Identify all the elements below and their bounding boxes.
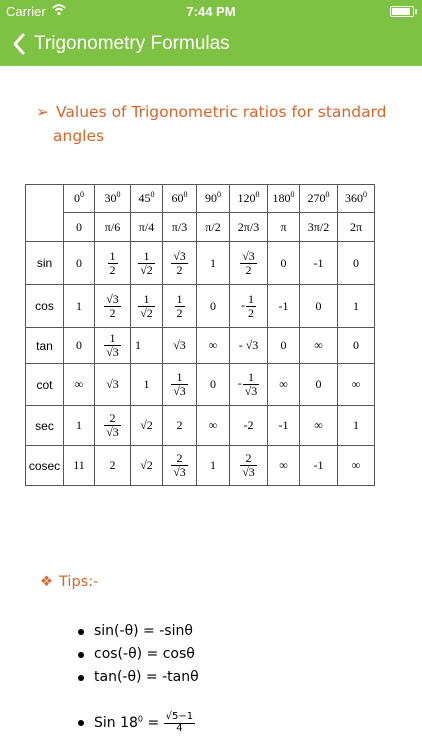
radian-cell: 3π/2 <box>300 213 338 242</box>
row-label: sec <box>26 406 64 446</box>
radian-header-row <box>26 213 375 242</box>
heading-line-2: angles <box>53 127 105 145</box>
degree-cell: $180^0$ <box>268 185 300 213</box>
identity-list <box>78 620 199 689</box>
value-cell: $\frac{2}{√3}$ <box>163 446 197 486</box>
value-cell: $\frac{1}{2}$ <box>163 285 197 328</box>
value-cell: $\frac{1}{2}$ <box>95 242 131 285</box>
carrier-label: Carrier <box>6 4 46 19</box>
arrow-bullet-icon: ➢ <box>36 103 49 121</box>
degree-cell: $360^0$ <box>338 185 375 213</box>
sin18-superscript: 0 <box>137 714 144 724</box>
trig-values-table <box>25 184 375 486</box>
value-cell: ∞ <box>64 364 95 406</box>
degree-cell: $45^0$ <box>131 185 163 213</box>
degree-cell: $60^0$ <box>163 185 197 213</box>
value-cell: 0 <box>197 285 230 328</box>
degree-cell: $0^0$ <box>64 185 95 213</box>
value-cell: 1 <box>64 285 95 328</box>
value-cell: 1 <box>131 328 163 364</box>
value-cell: √3 <box>163 328 197 364</box>
value-cell: 2 <box>163 406 197 446</box>
table-row-cosec <box>26 446 375 486</box>
sin18-formula <box>78 712 195 734</box>
value-cell: 1 <box>131 364 163 406</box>
radian-cell: π/4 <box>131 213 163 242</box>
chevron-left-icon[interactable] <box>10 32 28 56</box>
sin18-equals: = <box>143 715 164 731</box>
corner-cell <box>26 185 64 242</box>
value-cell: ∞ <box>338 364 375 406</box>
table-row-sin <box>26 242 375 285</box>
value-cell: 11 <box>64 446 95 486</box>
row-label: sin <box>26 242 64 285</box>
value-cell: √2 <box>131 446 163 486</box>
value-cell: ∞ <box>197 328 230 364</box>
value-cell: ∞ <box>268 446 300 486</box>
degree-cell: $120^0$ <box>230 185 268 213</box>
value-cell: 0 <box>197 364 230 406</box>
heading-line-1: Values of Trigonometric ratios for standard <box>56 103 387 121</box>
value-cell: 1 <box>197 242 230 285</box>
table-row-cos <box>26 285 375 328</box>
value-cell: $\frac{√3}{2}$ <box>163 242 197 285</box>
value-cell: 1 <box>338 285 375 328</box>
value-cell: ∞ <box>197 406 230 446</box>
clock: 7:44 PM <box>186 4 236 19</box>
sin18-fraction: $\frac{√5-1}{4}$ <box>165 711 194 734</box>
degree-header-row <box>26 185 375 213</box>
value-cell: 0 <box>64 328 95 364</box>
radian-cell: 0 <box>64 213 95 242</box>
value-cell: -1 <box>300 446 338 486</box>
bullet-icon <box>78 720 84 726</box>
value-cell: 0 <box>300 285 338 328</box>
value-cell: 0 <box>338 242 375 285</box>
value-cell: - $\frac{1}{√3}$ <box>230 364 268 406</box>
radian-cell: 2π <box>338 213 375 242</box>
list-item: sin(-θ) = -sinθ <box>78 620 199 643</box>
battery-icon <box>390 6 414 17</box>
value-cell: √2 <box>131 406 163 446</box>
navigation-bar <box>0 22 422 66</box>
radian-cell: π/6 <box>95 213 131 242</box>
value-cell: √3 <box>95 364 131 406</box>
sin18-prefix: Sin 18 <box>94 715 138 731</box>
value-cell: $\frac{1}{√3}$ <box>163 364 197 406</box>
value-cell: -2 <box>230 406 268 446</box>
table-row-sec <box>26 406 375 446</box>
row-label: cosec <box>26 446 64 486</box>
value-cell: 0 <box>268 242 300 285</box>
value-cell: - $\frac{1}{2}$ <box>230 285 268 328</box>
value-cell: $\frac{√3}{2}$ <box>95 285 131 328</box>
value-cell: 0 <box>300 364 338 406</box>
value-cell: ∞ <box>300 406 338 446</box>
radian-cell: 2π/3 <box>230 213 268 242</box>
diamond-bullet-icon: ❖ <box>40 574 53 590</box>
degree-cell: $30^0$ <box>95 185 131 213</box>
value-cell: ∞ <box>268 364 300 406</box>
degree-cell: $90^0$ <box>197 185 230 213</box>
value-cell: 1 <box>338 406 375 446</box>
value-cell: ∞ <box>300 328 338 364</box>
value-cell: 1 <box>197 446 230 486</box>
row-label: cos <box>26 285 64 328</box>
value-cell: $\frac{2}{√3}$ <box>230 446 268 486</box>
value-cell: -1 <box>268 285 300 328</box>
value-cell: $\frac{1}{√2}$ <box>131 242 163 285</box>
tips-heading <box>40 574 98 590</box>
row-label: cot <box>26 364 64 406</box>
value-cell: $\frac{√3}{2}$ <box>230 242 268 285</box>
degree-cell: $270^0$ <box>300 185 338 213</box>
list-item: tan(-θ) = -tanθ <box>78 666 199 689</box>
value-cell: $\frac{1}{√3}$ <box>95 328 131 364</box>
value-cell: 0 <box>338 328 375 364</box>
value-cell: 1 <box>64 406 95 446</box>
value-cell: 0 <box>64 242 95 285</box>
status-bar <box>0 0 422 22</box>
row-label: tan <box>26 328 64 364</box>
value-cell: $\frac{1}{√2}$ <box>131 285 163 328</box>
radian-cell: π <box>268 213 300 242</box>
value-cell: 0 <box>268 328 300 364</box>
value-cell: ∞ <box>338 446 375 486</box>
tips-label: Tips:- <box>59 574 99 590</box>
value-cell: $\frac{2}{√3}$ <box>95 406 131 446</box>
radian-cell: π/3 <box>163 213 197 242</box>
page-title: Trigonometry Formulas <box>34 33 230 54</box>
value-cell: - √3 <box>230 328 268 364</box>
table-row-tan <box>26 328 375 364</box>
value-cell: -1 <box>268 406 300 446</box>
table-row-cot <box>26 364 375 406</box>
radian-cell: π/2 <box>197 213 230 242</box>
value-cell: 2 <box>95 446 131 486</box>
list-item: cos(-θ) = cosθ <box>78 643 199 666</box>
value-cell: -1 <box>300 242 338 285</box>
